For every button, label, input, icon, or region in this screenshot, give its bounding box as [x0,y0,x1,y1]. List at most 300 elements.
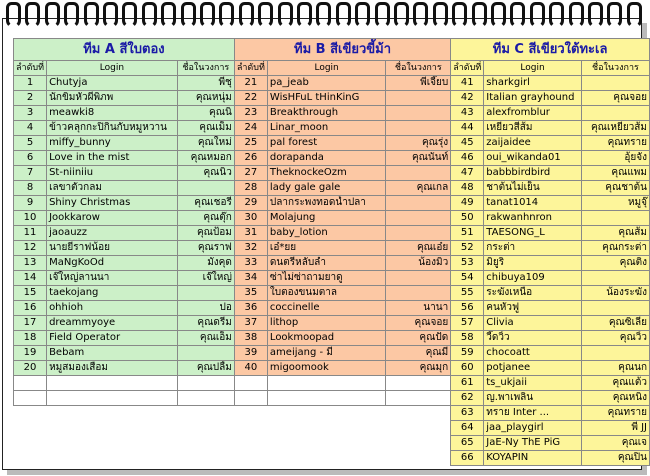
binding-ring [84,2,99,28]
nickname-cell: คุณหมอก [177,151,234,166]
binding-ring [181,2,196,28]
login-cell: St-niiniiu [47,166,178,181]
empty-cell [386,451,451,466]
spreadsheet [13,38,650,466]
empty-cell [267,451,385,466]
empty-cell [47,451,178,466]
binding-ring [219,2,234,28]
empty-cell [177,391,234,406]
login-cell: chibuya109 [484,271,582,286]
empty-cell [177,421,234,436]
login-cell: jaa_playgirl [484,421,582,436]
binding-ring [142,2,157,28]
row-number: 25 [234,136,267,151]
nickname-cell [386,166,451,181]
login-cell: taekojang [47,286,178,301]
col-no: ลำดับที่ [451,61,484,76]
col-no: ลำดับที่ [14,61,47,76]
login-cell: ts_ukjaii [484,376,582,391]
col-nick: ชื่อในวงการ [581,61,649,76]
login-cell: ameijang - มี่ [267,346,385,361]
nickname-cell: คุณเจ [581,436,649,451]
login-cell: pa_jeab [267,76,385,91]
empty-cell [14,436,47,451]
binding-ring [472,2,487,28]
row-number: 29 [234,196,267,211]
binding-ring [122,2,137,28]
table-row [14,136,650,151]
login-cell: sharkgirl [484,76,582,91]
login-cell: ดนตรีหลับลำ [267,256,385,271]
login-cell: Italian grayhound [484,91,582,106]
login-cell: dreammyoye [47,316,178,331]
login-cell: TAESONG_L [484,226,582,241]
nickname-cell: คุณนันท์ [386,151,451,166]
nickname-cell: คุณนิว [177,166,234,181]
login-cell: Breakthrough [267,106,385,121]
login-cell: ชาต้นไม่เย็น [484,181,582,196]
row-number: 19 [14,346,47,361]
binding-ring [588,2,603,28]
row-number: 60 [451,361,484,376]
row-number: 65 [451,436,484,451]
team-table [13,38,650,466]
login-cell: rakwanhnron [484,211,582,226]
binding-ring [491,2,506,28]
nickname-cell [581,211,649,226]
login-cell: เหยียวสีส้ม [484,121,582,136]
row-number: 8 [14,181,47,196]
nickname-cell [386,226,451,241]
binding-ring [569,2,584,28]
login-cell: chocoatt [484,346,582,361]
table-row [14,361,650,376]
login-cell: KOYAPIN [484,451,582,466]
nickname-cell: คุณมุก [386,361,451,376]
nickname-cell: คุณทราย [581,406,649,421]
nickname-cell [177,346,234,361]
login-cell: Molajung [267,211,385,226]
table-row [14,331,650,346]
login-cell: JaE-Ny ThE PiG [484,436,582,451]
login-cell: oui_wikanda01 [484,151,582,166]
row-number: 64 [451,421,484,436]
nickname-cell [386,286,451,301]
login-cell: เจ๊ใหญ่ลานนา [47,271,178,286]
row-number: 66 [451,451,484,466]
nickname-cell: คุณปัด [386,331,451,346]
empty-cell [14,406,47,421]
empty-cell [386,376,451,391]
table-row [14,256,650,271]
login-cell: ohhioh [47,301,178,316]
nickname-cell: คุณนก [581,361,649,376]
binding-ring [239,2,254,28]
empty-cell [234,421,267,436]
row-number: 52 [451,241,484,256]
row-number: 10 [14,211,47,226]
empty-cell [234,451,267,466]
empty-cell [386,406,451,421]
row-number: 45 [451,136,484,151]
login-cell: lithop [267,316,385,331]
empty-cell [14,421,47,436]
nickname-cell: คุณซิเลีย [581,316,649,331]
row-number: 2 [14,91,47,106]
binding-ring [45,2,60,28]
nickname-cell: คุณมี่ [386,346,451,361]
table-row [14,436,650,451]
row-number: 41 [451,76,484,91]
row-number: 55 [451,286,484,301]
row-number: 59 [451,346,484,361]
login-cell: migoomook [267,361,385,376]
table-row [14,286,650,301]
nickname-cell: คุณดรีม [177,316,234,331]
empty-cell [14,376,47,391]
binding-ring [413,2,428,28]
binding-ring [258,2,273,28]
row-number: 39 [234,346,267,361]
empty-cell [234,436,267,451]
binding-ring [200,2,215,28]
empty-cell [177,406,234,421]
nickname-cell: พี่ JJ [581,421,649,436]
nickname-cell: คุณทราย [581,136,649,151]
table-row [14,166,650,181]
row-number: 20 [14,361,47,376]
table-row [14,406,650,421]
row-number: 31 [234,226,267,241]
nickname-cell: คุณปิ่น [581,451,649,466]
login-cell: ข้าวคลุกกะปิกินกับหมูหวาน [47,121,178,136]
row-number: 37 [234,316,267,331]
row-number: 36 [234,301,267,316]
login-cell: เลขาตัวกลม [47,181,178,196]
nickname-cell: คุณแต้ว [581,376,649,391]
row-number: 14 [14,271,47,286]
empty-cell [267,391,385,406]
empty-cell [177,451,234,466]
login-cell: Chutyja [47,76,178,91]
nickname-cell: คุณติง [581,256,649,271]
nickname-cell [177,181,234,196]
empty-cell [14,391,47,406]
login-cell: เอ๋*ยย [267,241,385,256]
nickname-cell: คุณเอ็ม [177,331,234,346]
nickname-cell: คุณจอย [581,91,649,106]
empty-cell [386,436,451,451]
row-number: 49 [451,196,484,211]
binding-ring [64,2,79,28]
login-cell: dorapanda [267,151,385,166]
login-cell: coccinelle [267,301,385,316]
row-number: 44 [451,121,484,136]
table-row [14,181,650,196]
row-number: 63 [451,406,484,421]
row-number: 21 [234,76,267,91]
nickname-cell: คุณกระต่า [581,241,649,256]
binding-ring [627,2,642,28]
row-number: 57 [451,316,484,331]
login-cell: คนหัวฟู [484,301,582,316]
row-number: 4 [14,121,47,136]
nickname-cell: คุณป้อม [177,226,234,241]
table-row [14,421,650,436]
binding-ring [25,2,40,28]
row-number: 46 [451,151,484,166]
login-cell: วี๊ดวิ้ว [484,331,582,346]
nickname-cell: คุณหนุ่ม [177,91,234,106]
col-login: Login [47,61,178,76]
binding-ring [316,2,331,28]
nickname-cell: คุณส้ม [581,226,649,241]
empty-cell [47,391,178,406]
nickname-cell: คุณหนิง [581,391,649,406]
nickname-cell: คุณใหม่ [177,136,234,151]
login-cell: lady gale gale [267,181,385,196]
table-row [14,106,650,121]
login-cell: babbbirdbird [484,166,582,181]
nickname-cell [581,76,649,91]
empty-cell [386,391,451,406]
row-number: 17 [14,316,47,331]
row-number: 16 [14,301,47,316]
login-cell: กระต่า [484,241,582,256]
nickname-cell [581,301,649,316]
nickname-cell: ปอ [177,301,234,316]
table-row [14,346,650,361]
table-row [14,316,650,331]
binding-ring [297,2,312,28]
login-cell: นายยีราฟน้อย [47,241,178,256]
nickname-cell: นานา [386,301,451,316]
nickname-cell: คุณราฟ [177,241,234,256]
nickname-cell: คุณเกล [386,181,451,196]
nickname-cell [386,91,451,106]
row-number: 6 [14,151,47,166]
login-cell: Shiny Christmas [47,196,178,211]
login-cell: alexfromblur [484,106,582,121]
table-row [14,391,650,406]
empty-cell [177,376,234,391]
row-number: 38 [234,331,267,346]
binding-ring [278,2,293,28]
binding-ring [549,2,564,28]
binding-ring [336,2,351,28]
team-c-title: ทีม C สีเขียวใต้ทะเล [451,39,650,61]
nickname-cell: คุณเม็ม [177,121,234,136]
nickname-cell [386,211,451,226]
nickname-cell: น้องมิว [386,256,451,271]
row-number: 51 [451,226,484,241]
row-number: 61 [451,376,484,391]
nickname-cell: คุณตุ๊ก [177,211,234,226]
binding-ring [433,2,448,28]
row-number: 26 [234,151,267,166]
row-number: 32 [234,241,267,256]
login-cell: Bebam [47,346,178,361]
spiral-binding [0,0,650,30]
empty-cell [267,436,385,451]
empty-cell [47,421,178,436]
table-row [14,211,650,226]
row-number: 15 [14,286,47,301]
table-row [14,301,650,316]
row-number: 27 [234,166,267,181]
empty-cell [47,376,178,391]
login-cell: มิยูริ [484,256,582,271]
binding-ring [375,2,390,28]
nickname-cell: คุณรุ่ง [386,136,451,151]
table-row [14,241,650,256]
table-row [14,196,650,211]
empty-cell [267,421,385,436]
row-number: 53 [451,256,484,271]
nickname-cell: คุณนิ [177,106,234,121]
row-number: 24 [234,121,267,136]
row-number: 48 [451,181,484,196]
table-row [14,451,650,466]
binding-ring [530,2,545,28]
col-login: Login [267,61,385,76]
row-number: 40 [234,361,267,376]
nickname-cell: อุ้ยจัง [581,151,649,166]
login-cell: Lookmoopad [267,331,385,346]
table-row [14,376,650,391]
login-cell: Jookkarow [47,211,178,226]
row-number: 56 [451,301,484,316]
nickname-cell [177,286,234,301]
empty-cell [234,391,267,406]
nickname-cell [386,196,451,211]
binding-ring [607,2,622,28]
row-number: 58 [451,331,484,346]
login-cell: Love in the mist [47,151,178,166]
nickname-cell: คุณเอ๋ย [386,241,451,256]
login-cell: ใบตองขนมตาล [267,286,385,301]
row-number: 43 [451,106,484,121]
empty-cell [234,376,267,391]
empty-cell [386,421,451,436]
login-cell: ทราย Inter ... [484,406,582,421]
team-a-title: ทีม A สีใบตอง [14,39,235,61]
binding-ring [6,2,21,28]
login-cell: Clivia [484,316,582,331]
empty-cell [267,406,385,421]
login-cell: TheknockeOzm [267,166,385,181]
row-number: 11 [14,226,47,241]
login-cell: meawki8 [47,106,178,121]
table-row [14,151,650,166]
row-number: 33 [234,256,267,271]
login-cell: jaoauzz [47,226,178,241]
nickname-cell: มังคุด [177,256,234,271]
login-cell: ญ.พาเพลิน [484,391,582,406]
row-number: 62 [451,391,484,406]
binding-ring [452,2,467,28]
nickname-cell: คุณแพม [581,166,649,181]
table-row [14,76,650,91]
nickname-cell [581,271,649,286]
nickname-cell [386,271,451,286]
nickname-cell: พี่ชุ [177,76,234,91]
col-no: ลำดับที่ [234,61,267,76]
login-cell: นักขิมหัวผีพิภพ [47,91,178,106]
table-row [14,121,650,136]
login-cell: MaNgKoOd [47,256,178,271]
nickname-cell [386,106,451,121]
binding-ring [355,2,370,28]
row-number: 35 [234,286,267,301]
row-number: 3 [14,106,47,121]
col-nick: ชื่อในวงการ [386,61,451,76]
login-cell: Field Operator [47,331,178,346]
nickname-cell: เจ๊ใหญ่ [177,271,234,286]
login-cell: ซ่าไม่ซ่าถามยาดู [267,271,385,286]
empty-cell [177,436,234,451]
nickname-cell: คุณเหยียวส้ม [581,121,649,136]
row-number: 54 [451,271,484,286]
table-row [14,91,650,106]
nickname-cell: คุณปลื้ม [177,361,234,376]
row-number: 42 [451,91,484,106]
nickname-cell: คุณจอย [386,316,451,331]
nickname-cell [386,121,451,136]
nickname-cell: พี่เจี๊ยบ [386,76,451,91]
row-number: 18 [14,331,47,346]
binding-ring [161,2,176,28]
nickname-cell [581,346,649,361]
row-number: 7 [14,166,47,181]
binding-ring [103,2,118,28]
login-cell: miffy_bunny [47,136,178,151]
row-number: 9 [14,196,47,211]
empty-cell [234,406,267,421]
nickname-cell: น้องระฆัง [581,286,649,301]
login-cell: หมูสมองเสื่อม [47,361,178,376]
binding-ring [510,2,525,28]
row-number: 12 [14,241,47,256]
binding-ring [394,2,409,28]
nickname-cell: คุณชาต้น [581,181,649,196]
empty-cell [14,451,47,466]
nickname-cell [581,106,649,121]
login-cell: zaijaidee [484,136,582,151]
login-cell: ระฆังเหนือ [484,286,582,301]
team-b-title: ทีม B สีเขียวขี้ม้า [234,39,450,61]
login-cell: WisHFuL tHinKinG [267,91,385,106]
login-cell: ปลากระพงทอดน้ำปลา [267,196,385,211]
row-number: 30 [234,211,267,226]
row-number: 13 [14,256,47,271]
row-number: 28 [234,181,267,196]
col-login: Login [484,61,582,76]
empty-cell [47,436,178,451]
row-number: 23 [234,106,267,121]
row-number: 47 [451,166,484,181]
nickname-cell: คุณวิ้ว [581,331,649,346]
nickname-cell: หมูจุ๊ [581,196,649,211]
row-number: 1 [14,76,47,91]
row-number: 50 [451,211,484,226]
row-number: 34 [234,271,267,286]
login-cell: tanat1014 [484,196,582,211]
col-nick: ชื่อในวงการ [177,61,234,76]
table-row [14,271,650,286]
empty-cell [267,376,385,391]
table-row [14,226,650,241]
